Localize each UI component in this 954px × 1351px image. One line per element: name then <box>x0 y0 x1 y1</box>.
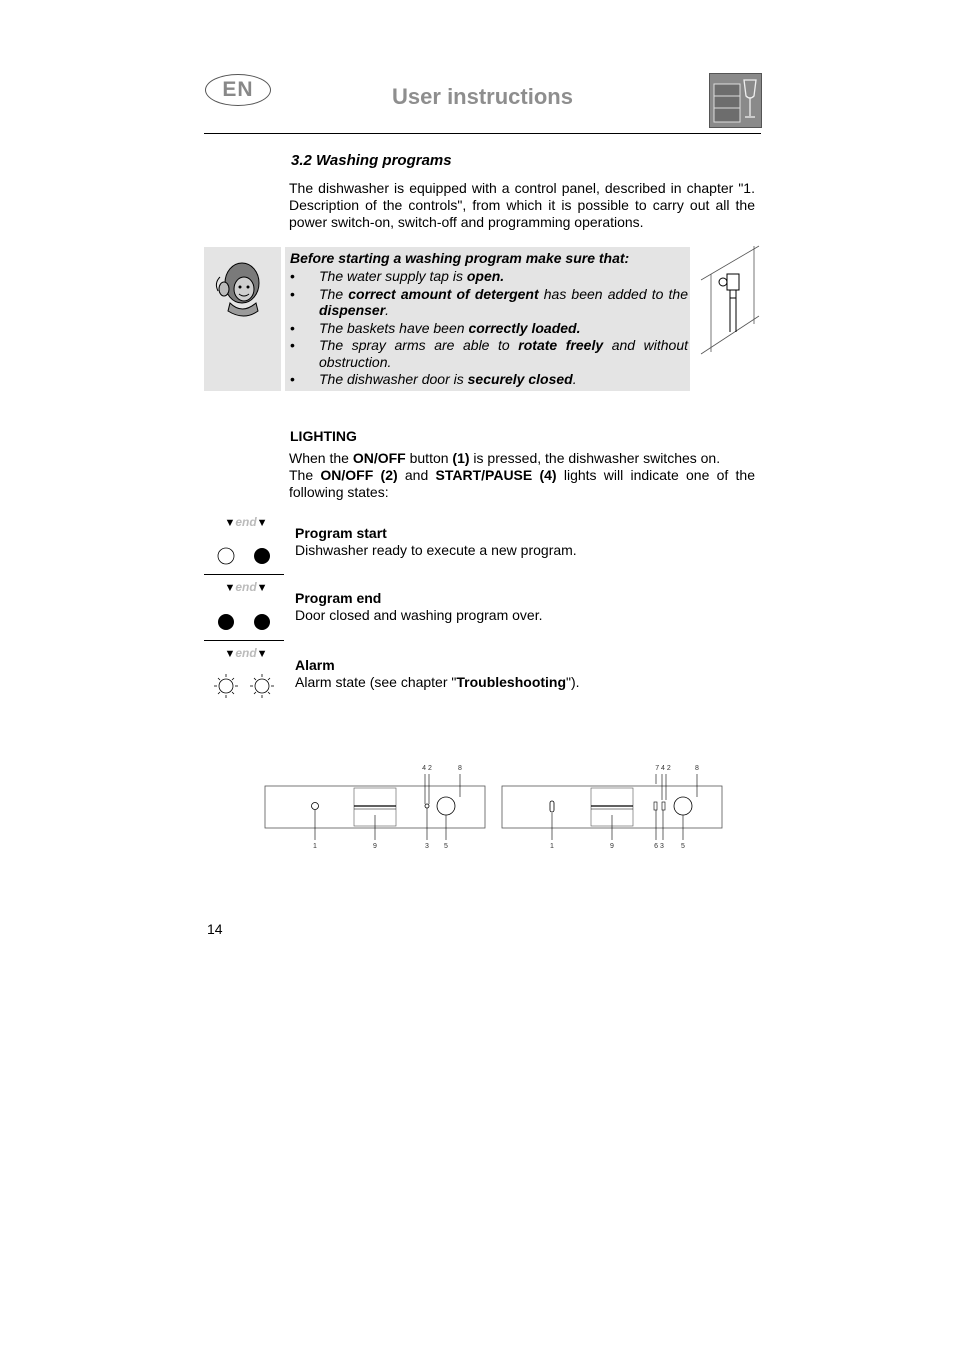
svg-text:8: 8 <box>695 765 699 772</box>
language-badge: EN <box>205 74 271 106</box>
state-divider <box>204 574 284 575</box>
state-title: Program end <box>295 590 382 606</box>
lighting-heading: LIGHTING <box>290 428 357 444</box>
control-panel-diagram-right <box>501 760 725 852</box>
header-divider <box>204 133 761 134</box>
cartoon-person-icon <box>204 247 281 391</box>
state-description: Door closed and washing program over. <box>295 607 543 623</box>
svg-text:8: 8 <box>458 765 462 772</box>
water-tap-icon <box>697 244 761 356</box>
program-start-indicator <box>204 515 284 577</box>
page-number: 14 <box>207 921 223 937</box>
light-blinking-icon <box>250 674 274 698</box>
svg-text:5: 5 <box>681 843 685 850</box>
svg-text:5: 5 <box>444 843 448 850</box>
state-description: Alarm state (see chapter "Troubleshooting"). <box>295 674 580 690</box>
light-on-icon <box>254 614 270 630</box>
program-end-indicator <box>204 580 284 642</box>
checklist-item: • The spray arms are able to rotate freely and without obstruction. <box>285 337 688 370</box>
intro-paragraph: The dishwasher is equipped with a control panel, described in chapter "1. Description of the controls", from which it is possible to carry out all the power switch-on, switch-off and programming operations. <box>289 180 755 230</box>
control-panel-diagram-left <box>264 760 488 852</box>
end-indicator-label: ▼end▼ <box>224 515 268 529</box>
state-title: Alarm <box>295 657 335 673</box>
warning-heading: Before starting a washing program make sure that: <box>290 250 630 266</box>
light-on-icon <box>218 614 234 630</box>
svg-text:4 2: 4 2 <box>422 765 432 772</box>
warning-mascot-panel <box>204 247 281 391</box>
svg-text:9: 9 <box>610 843 614 850</box>
svg-text:1: 1 <box>313 843 317 850</box>
checklist-item: • The water supply tap is open. <box>285 268 688 285</box>
checklist <box>285 268 688 389</box>
state-title: Program start <box>295 525 387 541</box>
dishwasher-logo-icon <box>709 73 762 128</box>
checklist-item: • The baskets have been correctly loaded. <box>285 320 688 337</box>
light-off-icon <box>218 548 234 564</box>
light-blinking-icon <box>214 674 238 698</box>
state-description: Dishwasher ready to execute a new program. <box>295 542 577 558</box>
lighting-paragraph: When the ON/OFF button (1) is pressed, the dishwasher switches on. The ON/OFF (2) and START/PAUSE (4) lights will indicate one of the following states: <box>289 450 755 500</box>
svg-text:6 3: 6 3 <box>654 843 664 850</box>
light-on-icon <box>254 548 270 564</box>
checklist-item: • The dishwasher door is securely closed. <box>285 371 688 388</box>
warning-box <box>285 247 690 391</box>
svg-text:7 4 2: 7 4 2 <box>655 765 671 772</box>
section-title: 3.2 Washing programs <box>291 152 452 169</box>
end-indicator-label: ▼end▼ <box>224 580 268 594</box>
alarm-indicator <box>204 646 284 708</box>
svg-text:1: 1 <box>550 843 554 850</box>
end-indicator-label: ▼end▼ <box>224 646 268 660</box>
svg-text:9: 9 <box>373 843 377 850</box>
state-divider <box>204 640 284 641</box>
checklist-item: • The correct amount of detergent has been added to the dispenser. <box>285 286 688 319</box>
page-header-title: User instructions <box>392 84 573 109</box>
svg-text:3: 3 <box>425 843 429 850</box>
